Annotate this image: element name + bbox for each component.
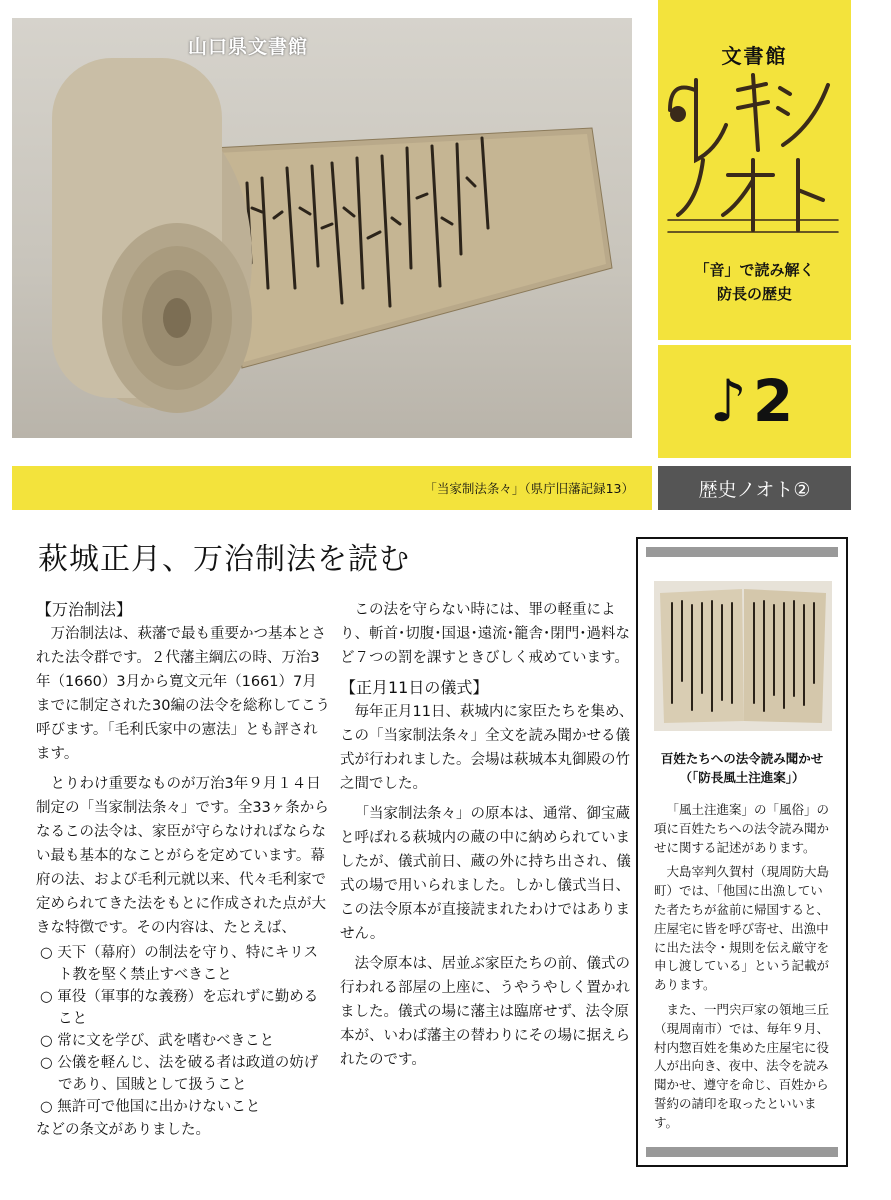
caption-bar — [12, 466, 652, 510]
clause-item: ○ 常に文を学び、武を嗜むべきこと — [40, 1033, 275, 1049]
hero-photo — [12, 18, 632, 438]
paragraph: とりわけ重要なものが万治3年９月１４日制定の「当家制法条々」です。全33ヶ条からなるこの法令は、家臣が守らなければならない最も基本的なことがらを定めています。幕府の法、および毛利元就以来、代々毛利家で定められてきた法をもとに作成された点が大きな特徴です。その内容は、たとえば、 — [36, 776, 329, 936]
paragraph: などの条文がありました。 — [36, 1122, 210, 1138]
sidebar-text — [654, 801, 832, 1139]
sidebar-bottom-bar — [646, 1147, 838, 1157]
clause-item: ○ 天下（幕府）の制法を守り、特にキリスト教を堅く禁止すべきこと — [40, 945, 318, 983]
brand-subtitle-line1: 「音」で読み解く — [694, 261, 815, 279]
issue-number: ♪2 — [709, 367, 800, 435]
brand-logo — [658, 50, 851, 250]
issue-box — [658, 345, 851, 458]
brand-subtitle-line2: 防長の歴史 — [716, 285, 792, 303]
brand-subtitle — [658, 258, 851, 306]
article-column-2 — [340, 598, 636, 1072]
paragraph: 万治制法は、萩藩で最も重要かつ基本とされた法令群です。２代藩主綱広の時、万治3年（1660）3月から寛文元年（1661）7月までに制定された30編の法令を総称してこう呼びます。「毛利氏家中の憲法」とも評されます。 — [36, 626, 330, 762]
scroll-illustration — [12, 18, 632, 438]
sidebar-caption-line2: （「防長風土注進案」） — [679, 770, 805, 785]
clause-item: ○ 無許可で他国に出かけないこと — [40, 1099, 261, 1115]
paragraph: 「当家制法条々」の原本は、通常、御宝蔵と呼ばれる萩城内の蔵の中に納められていましたが、儀式前日、蔵の外に持ち出され、儀式の場で用いられました。しかし儀式当日、この法令原本が直接読まれたわけではありません。 — [340, 806, 631, 942]
paragraph: 毎年正月11日、萩城内に家臣たちを集め、この「当家制法条々」全文を読み聞かせる儀式が行われました。会場は萩城本丸御殿の竹之間でした。 — [340, 704, 634, 792]
article-column-1 — [36, 598, 330, 1142]
book-photo — [654, 581, 832, 731]
sidebar-caption — [638, 749, 846, 787]
sidebar-paragraph: また、一門宍戸家の領地三丘（現周南市）では、毎年９月、村内惣百姓を集めた庄屋宅に役人が出向き、夜中、法令を読み聞かせ、遵守を命じ、百姓から誓約の請印を取ったといいます。 — [654, 1001, 830, 1130]
sidebar-box — [636, 537, 848, 1167]
paragraph: この法を守らない時には、罪の軽重により、斬首･切腹･国退･遠流･籠舎･閉門･過料など７つの罰を課すときびしく戒めています。 — [340, 602, 630, 666]
sidebar-paragraph: 大島宰判久賀村（現周防大島町）では、「他国に出漁していた者たちが盆前に帰国すると、庄屋宅に皆を呼び寄せ、出漁中に出た法令・規則を伝え厳守を申し渡している」という記載があります。 — [654, 864, 830, 993]
paragraph: 法令原本は、居並ぶ家臣たちの前、儀式の行われる部屋の上座に、うやうやしく置かれました。儀式の場に藩主は臨席せず、法令原本が、いわば藩主の替わりにその場に据えられたのです。 — [340, 956, 630, 1068]
clause-item: ○ 公儀を軽んじ、法を破る者は政道の妨げであり、国賊として扱うこと — [40, 1055, 319, 1093]
sidebar-caption-line1: 百姓たちへの法令読み聞かせ — [660, 751, 824, 766]
clause-list — [36, 942, 330, 1118]
photo-caption: 「当家制法条々」（県庁旧藩記録13） — [424, 481, 634, 496]
headline: 萩城正月、万治制法を読む — [38, 542, 410, 577]
sidebar-paragraph: 「風土注進案」の「風俗」の項に百姓たちへの法令読み聞かせに関する記述があります。 — [654, 802, 830, 855]
series-label: 歴史ノオト② — [698, 479, 811, 501]
section-heading: 【正月11日の儀式】 — [340, 678, 489, 697]
clause-item: ○ 軍役（軍事的な義務）を忘れずに勤めること — [40, 989, 319, 1027]
brand-panel — [658, 0, 851, 340]
section-heading: 【万治制法】 — [36, 600, 133, 619]
brand-top-label: 文書館 — [721, 44, 788, 68]
sidebar-top-bar — [646, 547, 838, 557]
series-bar — [658, 466, 851, 510]
hero-title: 山口県文書館 — [188, 36, 309, 58]
